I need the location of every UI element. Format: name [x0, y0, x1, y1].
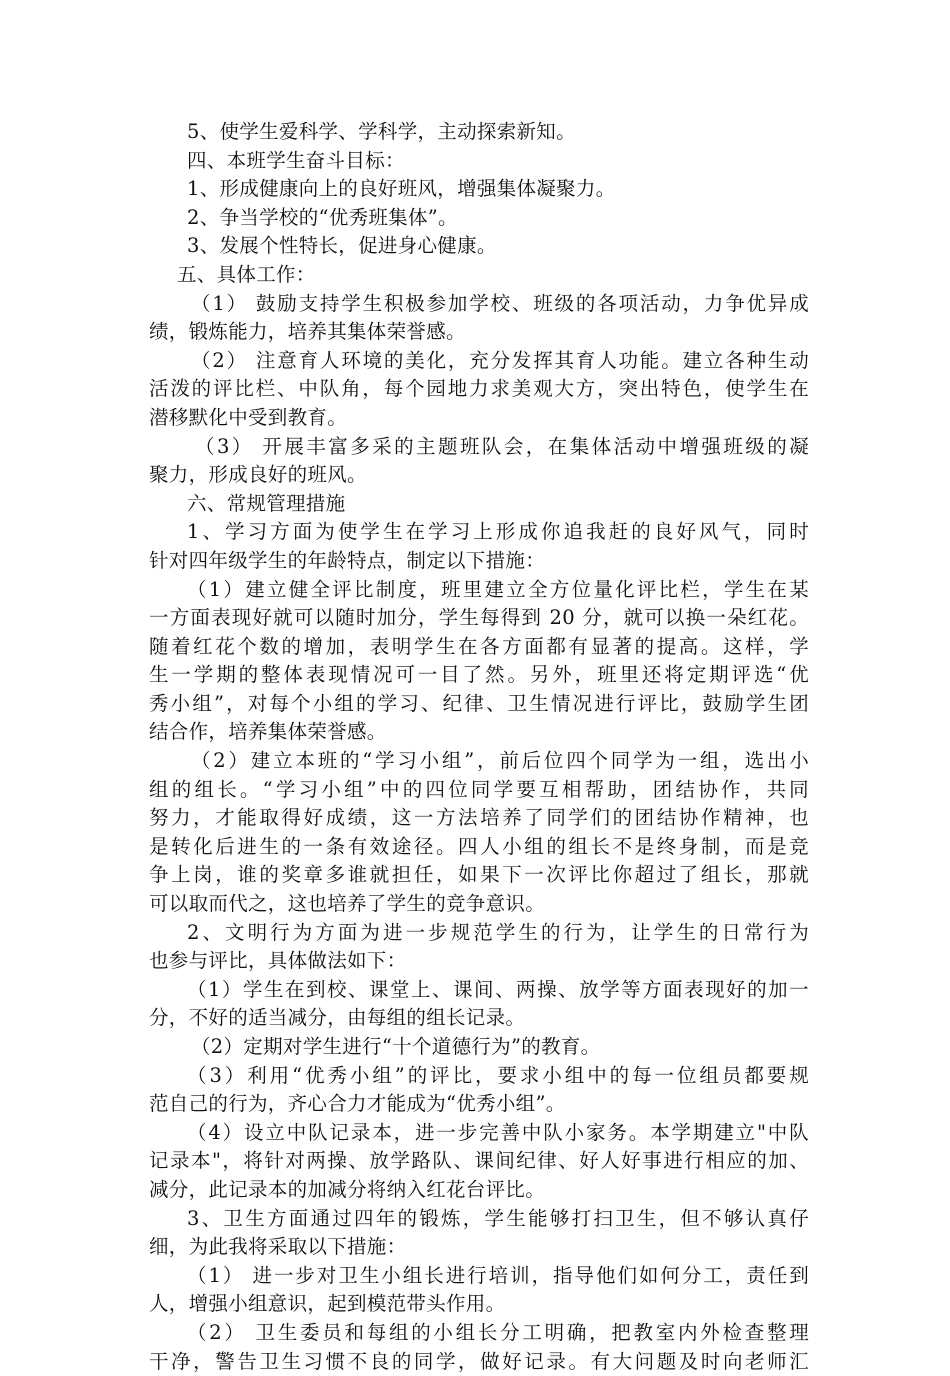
text-line: 细，为此我将采取以下措施： [149, 1235, 407, 1259]
text-line: 1、形成健康向上的良好班风，增强集体凝聚力。 [187, 177, 616, 201]
text-line: 人，增强小组意识，起到模范带头作用。 [149, 1292, 506, 1316]
text-line: 绩，锻炼能力，培养其集体荣誉感。 [149, 320, 466, 344]
text-line: 也参与评比，具体做法如下： [149, 949, 407, 973]
text-line: 2、争当学校的“优秀班集体”。 [187, 205, 458, 229]
text-line: （2）定期对学生进行“十个道德行为”的教育。 [191, 1035, 601, 1058]
text-line: （1）建立健全评比制度，班里建立全方位量化评比栏，学生在某 [187, 577, 809, 601]
text-line: 减分，此记录本的加减分将纳入红花台评比。 [149, 1177, 546, 1201]
text-line: 2、文明行为方面为进一步规范学生的行为，让学生的日常行为 [187, 920, 809, 944]
text-line: （1）学生在到校、课堂上、课间、两操、放学等方面表现好的加一 [187, 977, 809, 1001]
text-line: 3、发展个性特长，促进身心健康。 [187, 234, 497, 258]
text-line: 可以取而代之，这也培养了学生的竞争意识。 [149, 892, 546, 916]
text-line: 争上岗，谁的奖章多谁就担任，如果下一次评比你超过了组长，那就 [149, 863, 809, 887]
text-line: 干净，警告卫生习惯不良的同学，做好记录。有大问题及时向老师汇 [149, 1349, 809, 1373]
text-line: （1） 进一步对卫生小组长进行培训，指导他们如何分工，责任到 [187, 1263, 809, 1287]
text-line: 组的组长。“学习小组”中的四位同学要互相帮助，团结协作，共同 [149, 777, 809, 801]
text-line: 针对四年级学生的年龄特点，制定以下措施： [149, 548, 546, 572]
section-heading: 六、常规管理措施 [187, 491, 346, 515]
section-heading: 五、具体工作： [177, 262, 316, 286]
text-line: （3）利用“优秀小组”的评比，要求小组中的每一位组员都要规 [187, 1063, 809, 1087]
text-line: 3、卫生方面通过四年的锻炼，学生能够打扫卫生，但不够认真仔 [187, 1206, 809, 1230]
text-line: 范自己的行为，齐心合力才能成为“优秀小组”。 [149, 1092, 566, 1116]
text-line: 潜移默化中受到教育。 [149, 405, 348, 429]
text-line: （2） 注意育人环境的美化，充分发挥其育人功能。建立各种生动 [191, 348, 809, 372]
text-line: 分，不好的适当减分，由每组的组长记录。 [149, 1006, 526, 1030]
text-line: （1） 鼓励支持学生积极参加学校、班级的各项活动，力争优异成 [191, 291, 809, 315]
text-line: （3） 开展丰富多采的主题班队会，在集体活动中增强班级的凝 [195, 434, 809, 458]
text-line: （2）建立本班的“学习小组”，前后位四个同学为一组，选出小 [191, 749, 809, 773]
text-line: 1、学习方面为使学生在学习上形成你追我赶的良好风气，同时 [187, 520, 809, 544]
text-line: 是转化后进生的一条有效途径。四人小组的组长不是终身制，而是竞 [149, 834, 809, 858]
section-heading: 四、本班学生奋斗目标： [187, 148, 405, 172]
text-line: 努力，才能取得好成绩，这一方法培养了同学们的团结协作精神，也 [149, 806, 809, 830]
text-line: （2） 卫生委员和每组的小组长分工明确，把教室内外检查整理 [187, 1320, 809, 1344]
text-line: 5、使学生爱科学、学科学，主动探索新知。 [187, 120, 576, 143]
text-line: 聚力，形成良好的班风。 [149, 463, 367, 487]
text-line: 生一学期的整体表现情况可一目了然。另外，班里还将定期评选“优 [149, 663, 809, 687]
text-line: 一方面表现好就可以随时加分，学生每得到 20 分，就可以换一朵红花。 [149, 606, 809, 630]
text-line: 活泼的评比栏、中队角，每个园地力求美观大方，突出特色，使学生在 [149, 377, 809, 401]
text-line: （4）设立中队记录本，进一步完善中队小家务。本学期建立"中队 [187, 1120, 809, 1144]
document-body [149, 118, 809, 1376]
text-line: 记录本"，将针对两操、放学路队、课间纪律、好人好事进行相应的加、 [149, 1149, 809, 1173]
text-line: 结合作，培养集体荣誉感。 [149, 720, 387, 744]
text-line: 秀小组”，对每个小组的学习、纪律、卫生情况进行评比，鼓励学生团 [149, 691, 809, 715]
text-line: 随着红花个数的增加，表明学生在各方面都有显著的提高。这样，学 [149, 634, 809, 658]
